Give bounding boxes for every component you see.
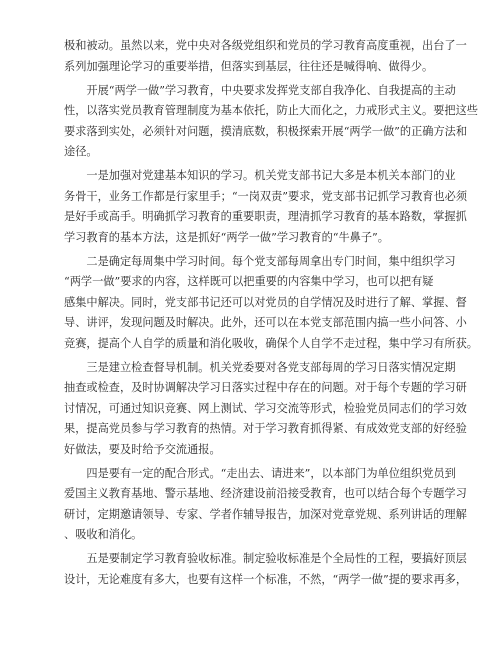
text-line: 果，提高党员参与学习教育的热情。对于学习教育抓得紧、有成效党支部的好经验 <box>64 422 467 435</box>
text-line: 极和被动。虽然以来，党中央对各级党组织和党员的学习教育高度重视，出台了一 <box>64 39 467 52</box>
text-line: “两学一做”要求的内容，这样既可以把重要的内容集中学习，也可以把有疑 <box>64 275 434 288</box>
paragraph-3 <box>64 166 468 248</box>
text-line: 好做法，要及时给予交流通报。 <box>64 442 221 456</box>
paragraph-2 <box>64 81 478 163</box>
text-line: 四是要有一定的配合形式。“走出去、请进来”，以本部门为单位组织党员到 <box>64 466 456 480</box>
text-line: 竞赛，提高个人自学的质量和消化吸收，确保个人自学不走过程，集中学习有所获。 <box>64 336 478 350</box>
text-line: 二是确定每周集中学习时间。每个党支部每周拿出专门时间，集中组织学习 <box>64 254 456 268</box>
text-line: 要求落到实处，必须针对问题，摸清底数，积极探索开展“两学一做”的正确方法和 <box>64 124 468 138</box>
document-body <box>64 36 478 590</box>
text-line: 性，以落实党员教育管理制度为基本依托，防止大而化之，力戒形式主义。要把这些 <box>64 104 478 117</box>
text-line: 途径。 <box>64 145 98 158</box>
paragraph-4 <box>64 252 478 355</box>
text-line: 讨情况，可通过知识竞赛、网上测试、学习交流等形式，检验党员同志们的学习效 <box>64 401 467 415</box>
text-line: 导、讲评，发现问题及时解决。此外，还可以在本党支部范围内搞一些小问答、小 <box>64 316 467 329</box>
text-line: 爱国主义教育基地、警示基地、经济建设前沿接受教育，也可以结合每个专题学习 <box>64 487 467 500</box>
text-line: 一是加强对党建基本知识的学习。机关党支部书记大多是本机关本部门的业 <box>64 169 456 182</box>
paragraph-7 <box>64 549 468 590</box>
text-line: 三是建立检查督导机制。机关党委要对各党支部每周的学习日落实情况定期 <box>64 360 456 374</box>
paragraph-5 <box>64 358 467 461</box>
paragraph-1 <box>64 36 467 77</box>
text-line: 务骨干，业务工作都是行家里手；“一岗双责”要求，党支部书记抓学习教育也必须 <box>64 189 468 203</box>
text-line: 是好手或高手。明确抓学习教育的重要职责，理清抓学习教育的基本路数，掌握抓 <box>64 210 467 223</box>
text-line: 感集中解决。同时，党支部书记还可以对党员的自学情况及时进行了解、掌握、督 <box>64 295 467 309</box>
text-line: 五是要制定学习教育验收标准。制定验收标准是个全局性的工程，要搞好顶层 <box>64 552 467 565</box>
text-line: 学习教育的基本方法，这是抓好“两学一做”学习教育的“牛鼻子”。 <box>64 230 389 244</box>
text-line: 设计，无论难度有多大，也要有这样一个标准，不然，“两学一做”提的要求再多， <box>64 572 468 586</box>
text-line: 系列加强理论学习的重要举措，但落实到基层，往往还是喊得响、做得少。 <box>64 59 434 73</box>
text-line: 抽查或检查，及时协调解决学习日落实过程中存在的问题。对于每个专题的学习研 <box>64 381 467 394</box>
text-line: 研讨，定期邀请领导、专家、学者作辅导报告，加深对党章党规、系列讲话的理解 <box>64 507 467 521</box>
text-line: 开展“两学一做”学习教育，中央要求发挥党支部自我净化、自我提高的主动 <box>64 83 456 97</box>
text-line: 、吸收和消化。 <box>64 528 143 541</box>
paragraph-6 <box>64 464 467 546</box>
